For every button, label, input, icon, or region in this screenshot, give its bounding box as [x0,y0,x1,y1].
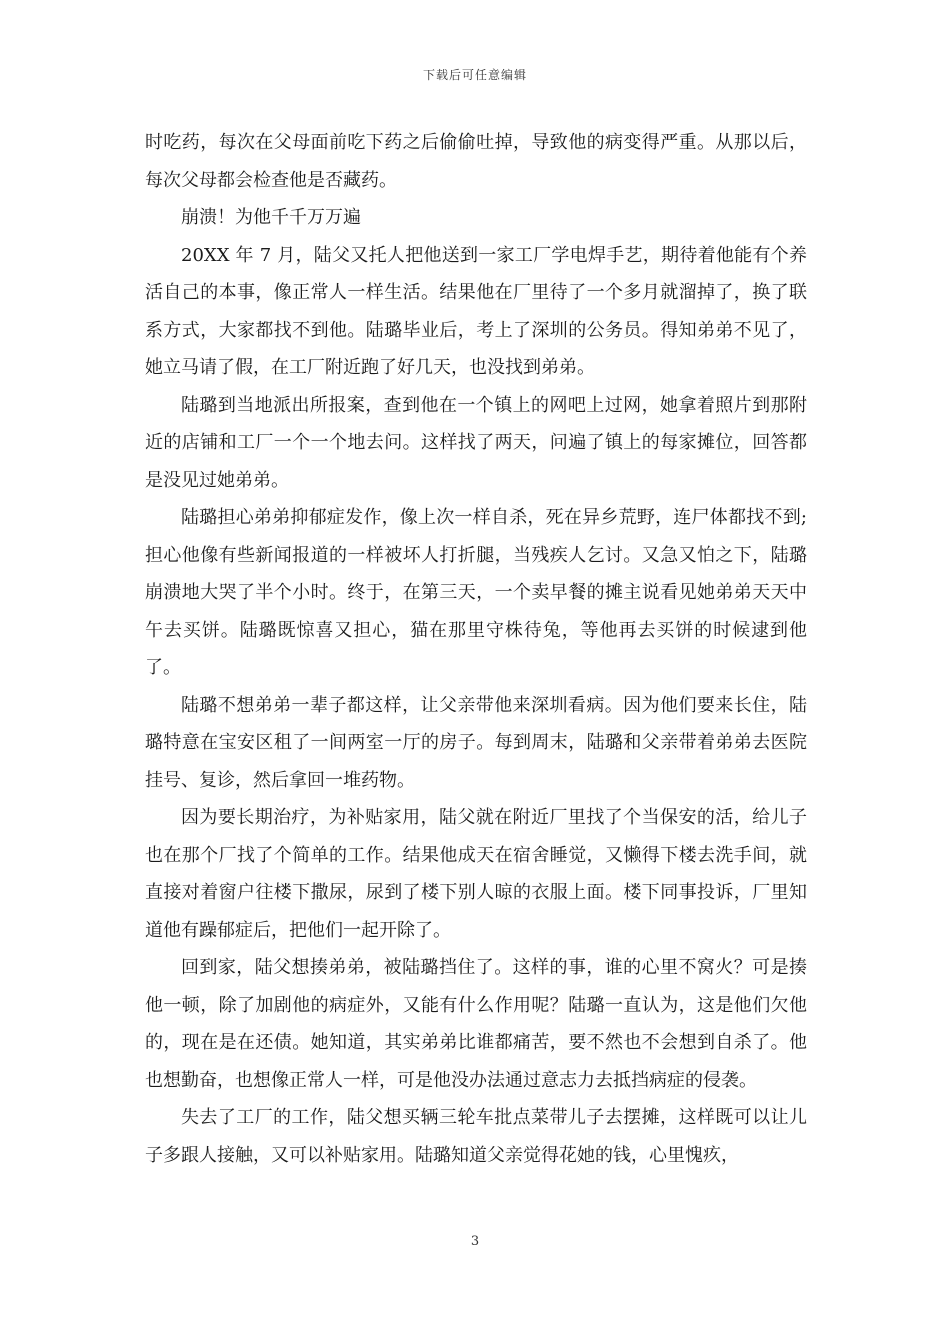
section-heading: 崩溃！为他千千万万遍 [181,207,361,228]
paragraph-continuation: 时吃药，每次在父母面前吃下药之后偷偷吐掉，导致他的病变得严重。从那以后，每次父母都会检查他是否藏药。 [145,132,807,191]
paragraph: 陆璐不想弟弟一辈子都这样，让父亲带他来深圳看病。因为他们要来长住，陆璐特意在宝安区租了一间两室一厅的房子。每到周末，陆璐和父亲带着弟弟去医院挂号、复诊，然后拿回一堆药物。 [145,694,807,791]
paragraph: 回到家，陆父想揍弟弟，被陆璐挡住了。这样的事，谁的心里不窝火？可是揍他一顿，除了加剧他的病症外，又能有什么作用呢？陆璐一直认为，这是他们欠他的，现在是在还债。她知道，其实弟弟比谁都痛苦，要不然也不会想到自杀了。他也想勤奋，也想像正常人一样，可是他没办法通过意志力去抵挡病症的侵袭。 [145,957,807,1091]
paragraph: 20XX 年 7 月，陆父又托人把他送到一家工厂学电焊手艺，期待着他能有个养活自己的本事，像正常人一样生活。结果他在厂里待了一个多月就溜掉了，换了联系方式，大家都找不到他。陆璐毕业后，考上了深圳的公务员。得知弟弟不见了，她立马请了假，在工厂附近跑了好几天，也没找到弟弟。 [145,244,807,378]
document-body [145,124,807,1174]
paragraph: 陆璐担心弟弟抑郁症发作，像上次一样自杀，死在异乡荒野，连尸体都找不到;担心他像有些新闻报道的一样被坏人打折腿，当残疾人乞讨。又急又怕之下，陆璐崩溃地大哭了半个小时。终于，在第三天，一个卖早餐的摊主说看见她弟弟天天中午去买饼。陆璐既惊喜又担心，猫在那里守株待兔，等他再去买饼的时候逮到他了。 [145,507,807,678]
page-number: 3 [470,1234,480,1249]
paragraph: 失去了工厂的工作，陆父想买辆三轮车批点菜带儿子去摆摊，这样既可以让儿子多跟人接触，又可以补贴家用。陆璐知道父亲觉得花她的钱，心里愧疚， [145,1107,807,1166]
paragraph: 陆璐到当地派出所报案，查到他在一个镇上的网吧上过网，她拿着照片到那附近的店铺和工厂一个一个地去问。这样找了两天，问遍了镇上的每家摊位，回答都是没见过她弟弟。 [145,394,807,491]
paragraph: 因为要长期治疗，为补贴家用，陆父就在附近厂里找了个当保安的活，给儿子也在那个厂找了个简单的工作。结果他成天在宿舍睡觉，又懒得下楼去洗手间，就直接对着窗户往楼下撒尿，尿到了楼下别人晾的衣服上面。楼下同事投诉，厂里知道他有躁郁症后，把他们一起开除了。 [145,807,807,941]
page-header: 下载后可任意编辑 [422,68,527,82]
